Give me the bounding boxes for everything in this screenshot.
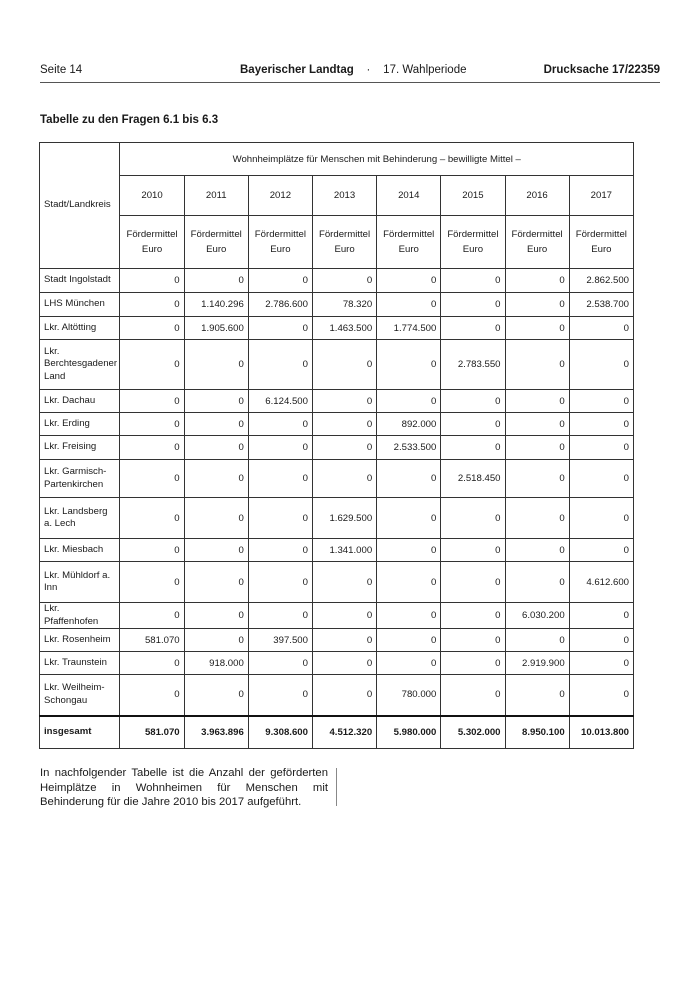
- funding-value: 0: [441, 675, 505, 716]
- funding-value: 780.000: [377, 675, 441, 716]
- funding-value: 0: [248, 317, 312, 340]
- funding-value: 4.612.600: [569, 562, 633, 603]
- funding-value: 0: [120, 460, 184, 498]
- region-name: Stadt Ingolstadt: [40, 269, 120, 293]
- funding-value: 0: [184, 629, 248, 652]
- funding-value: 0: [377, 652, 441, 675]
- funding-value: 0: [441, 436, 505, 460]
- year-row: [40, 176, 634, 216]
- funding-value: 2.538.700: [569, 293, 633, 317]
- funding-value: 0: [312, 390, 376, 413]
- footer-paragraph: In nachfolgender Tabelle ist die Anzahl der geförderten Heimplätze in Wohnheimen für Menschen mit Behinderung für die Jahre 2010 bis 2017 aufgeführt.: [40, 767, 328, 808]
- table-row: [40, 652, 634, 675]
- funding-value: 0: [569, 317, 633, 340]
- funding-value: 0: [184, 413, 248, 436]
- funding-value: 0: [505, 413, 569, 436]
- table-row: [40, 340, 634, 390]
- funding-value: 0: [505, 629, 569, 652]
- region-name: Lkr. Weilheim-Schongau: [40, 675, 120, 716]
- funding-value: 0: [441, 498, 505, 539]
- unit-header: [569, 216, 633, 269]
- funding-value: 2.518.450: [441, 460, 505, 498]
- header-separator: ·: [366, 64, 371, 76]
- funding-value: 0: [120, 390, 184, 413]
- funding-value: 0: [441, 652, 505, 675]
- region-name: Lkr. Berchtesgadener Land: [40, 340, 120, 390]
- funding-value: 397.500: [248, 629, 312, 652]
- table-row: [40, 562, 634, 603]
- funding-value: 0: [248, 340, 312, 390]
- funding-value: 0: [248, 498, 312, 539]
- table-row: [40, 390, 634, 413]
- unit-label: Fördermittel: [190, 229, 242, 240]
- funding-value: 0: [248, 562, 312, 603]
- table-row: [40, 269, 634, 293]
- funding-value: 0: [441, 603, 505, 629]
- unit-currency: Euro: [462, 244, 484, 255]
- funding-value: 0: [184, 539, 248, 562]
- unit-currency: Euro: [334, 244, 355, 255]
- funding-value: 0: [120, 413, 184, 436]
- funding-value: 0: [248, 269, 312, 293]
- funding-value: 0: [120, 603, 184, 629]
- funding-value: 0: [377, 390, 441, 413]
- unit-label: Fördermittel: [126, 229, 178, 240]
- funding-value: 0: [120, 498, 184, 539]
- funding-value: 2.862.500: [569, 269, 633, 293]
- funding-value: 0: [441, 269, 505, 293]
- funding-value: 1.341.000: [312, 539, 376, 562]
- funding-value: 0: [505, 562, 569, 603]
- funding-value: 0: [184, 390, 248, 413]
- table-row: [40, 413, 634, 436]
- funding-value: 0: [312, 562, 376, 603]
- funding-value: 0: [505, 340, 569, 390]
- year-header: 2012: [248, 176, 312, 216]
- unit-header: [441, 216, 505, 269]
- table-row: [40, 317, 634, 340]
- region-name: Lkr. Traunstein: [40, 652, 120, 675]
- funding-value: 0: [120, 562, 184, 603]
- region-name: Lkr. Dachau: [40, 390, 120, 413]
- funding-value: 0: [248, 603, 312, 629]
- funding-value: 0: [441, 539, 505, 562]
- funding-value: 0: [312, 269, 376, 293]
- funding-value: 0: [184, 460, 248, 498]
- year-header: 2015: [441, 176, 505, 216]
- year-header: 2010: [120, 176, 184, 216]
- funding-value: 892.000: [377, 413, 441, 436]
- funding-value: 2.919.900: [505, 652, 569, 675]
- table-row: [40, 629, 634, 652]
- funding-value: 0: [377, 498, 441, 539]
- funding-table: [39, 142, 634, 749]
- funding-value: 0: [120, 340, 184, 390]
- funding-value: 0: [120, 652, 184, 675]
- unit-label: Fördermittel: [575, 229, 627, 240]
- table-row: [40, 603, 634, 629]
- page-header: [40, 64, 660, 83]
- funding-value: 2.533.500: [377, 436, 441, 460]
- funding-value: 0: [377, 629, 441, 652]
- year-header: 2011: [184, 176, 248, 216]
- funding-value: 0: [569, 603, 633, 629]
- page-number: Seite 14: [40, 64, 83, 76]
- total-value: 581.070: [120, 716, 184, 749]
- region-name: LHS München: [40, 293, 120, 317]
- legislative-period: 17. Wahlperiode: [383, 64, 467, 76]
- funding-value: 0: [312, 460, 376, 498]
- funding-value: 0: [120, 293, 184, 317]
- region-name: Lkr. Garmisch-Partenkirchen: [40, 460, 120, 498]
- funding-value: 0: [441, 317, 505, 340]
- table-row: [40, 675, 634, 716]
- funding-value: 1.774.500: [377, 317, 441, 340]
- funding-value: 0: [248, 675, 312, 716]
- funding-value: 1.463.500: [312, 317, 376, 340]
- unit-currency: Euro: [270, 244, 291, 255]
- funding-value: 0: [569, 390, 633, 413]
- unit-row: [40, 216, 634, 269]
- funding-value: 0: [441, 562, 505, 603]
- funding-value: 0: [377, 269, 441, 293]
- unit-header: [505, 216, 569, 269]
- header-center: [240, 64, 467, 76]
- funding-value: 0: [505, 390, 569, 413]
- section-title: Tabelle zu den Fragen 6.1 bis 6.3: [40, 114, 219, 126]
- funding-value: 0: [184, 675, 248, 716]
- funding-value: 0: [120, 675, 184, 716]
- funding-value: 0: [505, 675, 569, 716]
- funding-value: 0: [312, 436, 376, 460]
- unit-label: Fördermittel: [511, 229, 563, 240]
- funding-value: 0: [441, 629, 505, 652]
- funding-value: 0: [184, 498, 248, 539]
- funding-value: 0: [248, 652, 312, 675]
- year-header: 2017: [569, 176, 633, 216]
- funding-value: 0: [569, 629, 633, 652]
- unit-header: [120, 216, 184, 269]
- unit-currency: Euro: [591, 244, 612, 255]
- funding-value: 1.140.296: [184, 293, 248, 317]
- total-value: 9.308.600: [248, 716, 312, 749]
- funding-value: 0: [441, 413, 505, 436]
- funding-value: 581.070: [120, 629, 184, 652]
- funding-value: 1.629.500: [312, 498, 376, 539]
- region-name: Lkr. Landsberg a. Lech: [40, 498, 120, 539]
- funding-value: 0: [248, 413, 312, 436]
- region-name: Lkr. Rosenheim: [40, 629, 120, 652]
- funding-value: 2.786.600: [248, 293, 312, 317]
- funding-value: 0: [441, 293, 505, 317]
- funding-value: 0: [312, 413, 376, 436]
- funding-value: 0: [184, 436, 248, 460]
- funding-value: 6.030.200: [505, 603, 569, 629]
- region-name: Lkr. Erding: [40, 413, 120, 436]
- total-value: 10.013.800: [569, 716, 633, 749]
- funding-value: 0: [377, 460, 441, 498]
- unit-currency: Euro: [526, 244, 548, 255]
- unit-currency: Euro: [206, 244, 227, 255]
- funding-value: 0: [120, 539, 184, 562]
- row-header: Stadt/Landkreis: [40, 143, 120, 269]
- region-name: Lkr. Freising: [40, 436, 120, 460]
- total-value: 5.980.000: [377, 716, 441, 749]
- funding-value: 0: [569, 539, 633, 562]
- funding-value: 0: [248, 436, 312, 460]
- funding-value: 0: [569, 436, 633, 460]
- table-row: [40, 539, 634, 562]
- unit-label: Fördermittel: [447, 229, 499, 240]
- total-value: 5.302.000: [441, 716, 505, 749]
- region-name: Lkr. Pfaffenhofen: [40, 603, 120, 629]
- funding-value: 0: [312, 629, 376, 652]
- funding-value: 0: [184, 562, 248, 603]
- funding-value: 0: [377, 293, 441, 317]
- total-value: 8.950.100: [505, 716, 569, 749]
- unit-currency: Euro: [398, 244, 419, 255]
- funding-value: 6.124.500: [248, 390, 312, 413]
- funding-value: 0: [569, 652, 633, 675]
- unit-label: Fördermittel: [318, 229, 371, 240]
- funding-value: 0: [312, 603, 376, 629]
- year-header: 2016: [505, 176, 569, 216]
- funding-value: 0: [505, 293, 569, 317]
- unit-header: [377, 216, 441, 269]
- region-name: Lkr. Miesbach: [40, 539, 120, 562]
- funding-value: 78.320: [312, 293, 376, 317]
- funding-value: 0: [377, 562, 441, 603]
- funding-value: 0: [248, 460, 312, 498]
- funding-value: 0: [505, 498, 569, 539]
- table-row: [40, 436, 634, 460]
- column-divider: [336, 768, 337, 806]
- unit-header: [248, 216, 312, 269]
- unit-header: [184, 216, 248, 269]
- funding-value: 0: [505, 317, 569, 340]
- funding-value: 0: [505, 269, 569, 293]
- funding-value: 0: [569, 675, 633, 716]
- table-row: [40, 498, 634, 539]
- funding-value: 0: [569, 460, 633, 498]
- funding-value: 0: [312, 340, 376, 390]
- funding-value: 2.783.550: [441, 340, 505, 390]
- total-value: 4.512.320: [312, 716, 376, 749]
- funding-value: 0: [120, 269, 184, 293]
- parliament-name: Bayerischer Landtag: [240, 64, 354, 76]
- unit-currency: Euro: [141, 244, 163, 255]
- total-row: [40, 716, 634, 749]
- funding-value: 0: [184, 340, 248, 390]
- funding-value: 0: [569, 498, 633, 539]
- funding-value: 0: [377, 340, 441, 390]
- funding-value: 0: [505, 539, 569, 562]
- funding-value: 0: [312, 675, 376, 716]
- total-label: insgesamt: [40, 716, 120, 749]
- unit-label: Fördermittel: [383, 229, 435, 240]
- year-header: 2013: [312, 176, 376, 216]
- table-row: [40, 293, 634, 317]
- group-header: Wohnheimplätze für Menschen mit Behinderung – bewilligte Mittel –: [120, 143, 634, 176]
- document-number: Drucksache 17/22359: [543, 64, 660, 76]
- funding-value: 0: [441, 390, 505, 413]
- funding-value: 0: [505, 460, 569, 498]
- funding-value: 0: [569, 413, 633, 436]
- funding-value: 0: [569, 340, 633, 390]
- funding-value: 1.905.600: [184, 317, 248, 340]
- unit-header: [312, 216, 376, 269]
- total-value: 3.963.896: [184, 716, 248, 749]
- year-header: 2014: [377, 176, 441, 216]
- funding-value: 918.000: [184, 652, 248, 675]
- funding-value: 0: [120, 317, 184, 340]
- funding-value: 0: [377, 539, 441, 562]
- funding-value: 0: [312, 652, 376, 675]
- funding-value: 0: [184, 603, 248, 629]
- funding-value: 0: [377, 603, 441, 629]
- funding-value: 0: [248, 539, 312, 562]
- region-name: Lkr. Altötting: [40, 317, 120, 340]
- funding-value: 0: [184, 269, 248, 293]
- table-row: [40, 460, 634, 498]
- funding-value: 0: [120, 436, 184, 460]
- region-name: Lkr. Mühldorf a. Inn: [40, 562, 120, 603]
- unit-label: Fördermittel: [254, 229, 306, 240]
- funding-value: 0: [505, 436, 569, 460]
